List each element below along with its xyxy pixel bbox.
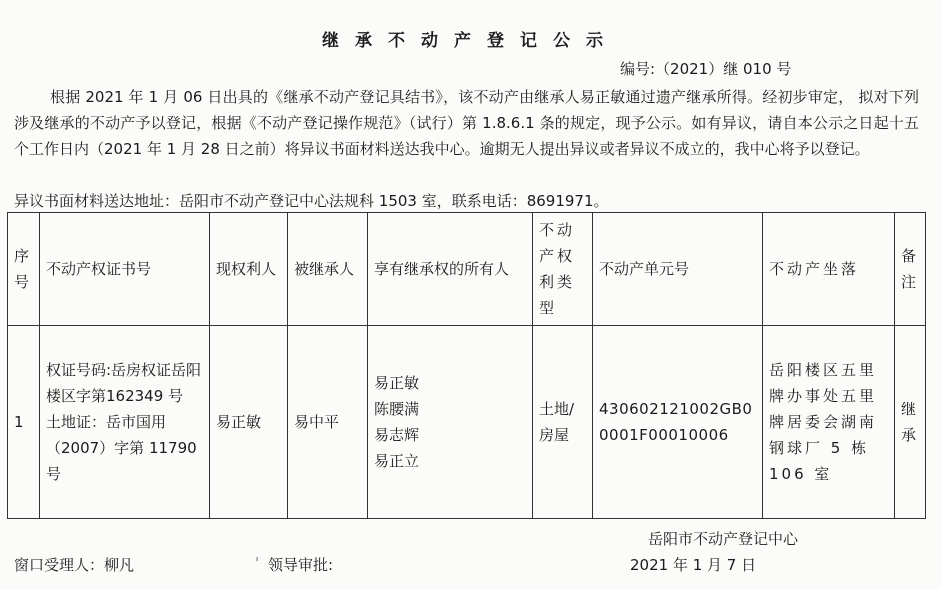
heir-name: 陈腰满 [374, 400, 420, 418]
leader-approval: 领导审批: [268, 556, 334, 574]
table-header-row [8, 213, 926, 326]
document-number: 编号:（2021）继 010 号 [620, 60, 792, 78]
header-location: 不动产坐落 [763, 213, 895, 326]
window-handler: 窗口受理人：柳凡 [14, 556, 135, 574]
cell-seq: 1 [8, 326, 40, 519]
issuing-organization: 岳阳市不动产登记中心 [648, 530, 799, 548]
header-heirs: 享有继承权的所有人 [368, 213, 533, 326]
header-holder: 现权利人 [210, 213, 288, 326]
header-cert: 不动产权证书号 [40, 213, 210, 326]
issue-date: 2021 年 1 月 7 日 [630, 556, 757, 574]
registration-table [7, 212, 926, 519]
cell-decedent: 易中平 [288, 326, 368, 519]
table-row [8, 326, 926, 519]
page-title: 继承不动产登记公示 [322, 31, 619, 51]
notice-paragraph: 根据 2021 年 1 月 06 日出具的《继承不动产登记具结书》，该不动产由继承人易正敏通过遗产继承所得。经初步审定， 拟对下列涉及继承的不动产予以登记，根据《不动产登记操作规范》（试行）第 1.8.6.1 条的规定，现予公示。如有异议，请自本公示之日起十五个工作日内（2021 年 1 月 28 日之前）将异议书面材料送达我中心。逾期无人提出异议或者异议不成立的，我中心将予以登记。 [14, 88, 919, 158]
cell-cert [40, 326, 210, 519]
heir-name: 易志辉 [374, 426, 420, 444]
header-seq: 序号 [8, 213, 40, 326]
cell-remark: 继承 [895, 326, 926, 519]
cell-heirs [368, 326, 533, 519]
header-decedent: 被继承人 [288, 213, 368, 326]
cell-right-type: 土地/房屋 [533, 326, 593, 519]
cell-unit-no: 430602121002GB00001F00010006 [593, 326, 763, 519]
land-cert-line: 土地证：岳市国用（2007）字第 11790 号 [46, 413, 197, 483]
header-remark: 备注 [895, 213, 926, 326]
mark-icon: ' [255, 554, 260, 572]
header-unit-no: 不动产单元号 [593, 213, 763, 326]
cell-location: 岳阳楼区五里牌办事处五里牌居委会湖南钢球厂 5 栋 106 室 [763, 326, 895, 519]
objection-address: 异议书面材料送达地址：岳阳市不动产登记中心法规科 1503 室，联系电话：8691971。 [14, 192, 609, 210]
cell-holder: 易正敏 [210, 326, 288, 519]
cert-number-line: 权证号码:岳房权证岳阳楼区字第162349 号 [46, 361, 202, 405]
header-right-type: 不动产权利类型 [533, 213, 593, 326]
heir-name: 易正立 [374, 452, 420, 470]
heir-name: 易正敏 [374, 374, 420, 392]
